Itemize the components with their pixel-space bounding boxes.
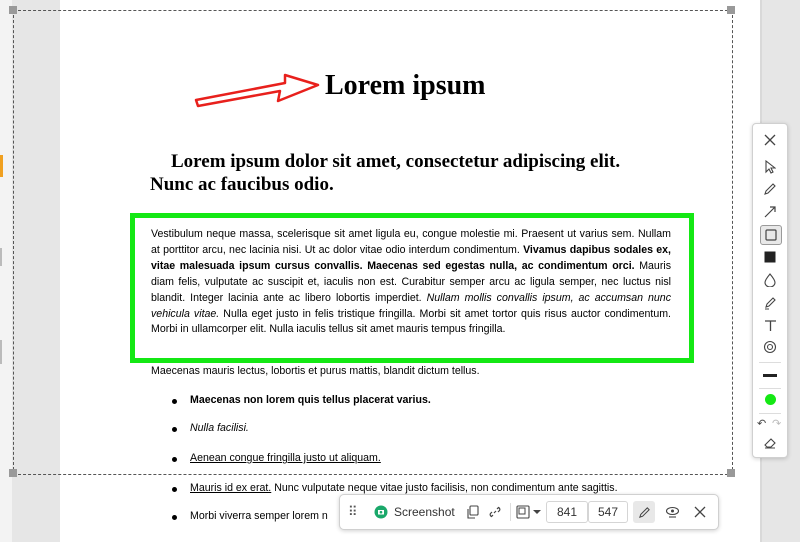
chevron-down-icon [533,509,541,515]
resize-handle[interactable] [9,469,17,477]
edit-pen-button[interactable] [633,501,655,523]
paragraph-text: Mauris diam felis, vulputate ac suscipit et, iaculis non est. Curabitur semper arcu ac ligula semper, nec luctus nisl blandit. Integer lacinia ante ac libero lobortis imperdiet. [151,259,672,304]
screenshot-label: Screenshot [394,505,455,519]
width-input[interactable]: 841 [546,501,588,523]
capture-selection[interactable] [13,10,733,475]
list-item-text [190,482,618,494]
eraser-icon[interactable] [760,434,780,452]
resize-mode-icon [516,505,530,519]
resize-mode-dropdown[interactable] [516,495,541,529]
document-title: Lorem ipsum [325,70,486,101]
screenshot-icon [374,505,388,519]
capture-toolbar [339,494,719,530]
left-panel-strip [0,0,12,542]
left-panel-marker [0,155,3,177]
link-icon[interactable] [488,495,502,529]
pin-icon[interactable] [665,495,680,529]
list-item-rest: Nunc vulputate neque vitae justo facilisis, non condimentum ante sagittis. [271,482,618,494]
arrow-tool-icon[interactable] [760,203,780,221]
pen-icon [638,506,651,519]
copy-icon[interactable] [466,495,480,529]
bullet-dot [172,515,177,520]
list-item-text: Maecenas non lorem quis tellus placerat varius. [190,394,431,406]
text-icon[interactable] [760,316,780,334]
pen-icon[interactable] [760,180,780,198]
undo-icon[interactable]: ↶ [757,418,767,430]
marker-icon[interactable] [760,294,780,312]
list-item-text: Morbi viverra semper lorem n [190,510,328,522]
redo-icon[interactable]: ↷ [772,418,782,430]
bullet-dot [172,487,177,492]
left-panel-marker [0,248,2,266]
resize-handle[interactable] [727,469,735,477]
sticker-icon[interactable] [760,338,780,356]
height-input[interactable]: 547 [588,501,628,523]
line-width-icon[interactable] [760,366,780,384]
left-panel-marker [0,340,2,364]
resize-handle[interactable] [727,6,735,14]
list-item-text: Nulla facilisi. [190,422,249,434]
select-icon[interactable] [760,158,780,176]
annotation-toolbar [752,123,788,458]
filled-rectangle-icon[interactable] [760,248,780,266]
close-icon[interactable] [694,495,706,529]
resize-handle[interactable] [9,6,17,14]
list-item-text: Aenean congue fringilla justo ut aliquam. [190,452,381,464]
paragraph-bold-text: Vivamus dapibus sodales ex, vitae malesuada ipsum cursus convallis. Maecenas sed egestas nulla, ac condimentum orci. [151,243,671,272]
paragraph-text: Vestibulum neque massa, scelerisque sit amet ligula eu, congue molestie mi. Praesent ut varius sem. Nullam at porttitor arcu, nec lacinia nisi. Ut ac dolor vitae odio interdum condimentum. [151,228,671,256]
color-swatch-icon[interactable] [760,390,780,408]
close-icon[interactable] [760,131,780,149]
list-item-link[interactable]: Mauris id ex erat. [190,482,272,494]
paragraph-text: Nulla eget justo in felis tristique fringilla. Morbi sit amet tortor quis risus auctor condimentum. Morbi in ullamcorper elit. Nulla iaculis tellus sit amet mauris tempus fringilla. [151,307,671,336]
second-paragraph: Maecenas mauris lectus, lobortis et purus mattis, blandit dictum tellus. [151,365,480,377]
drag-handle-icon[interactable]: ⠿ [348,504,358,519]
rectangle-icon[interactable] [760,225,782,245]
paragraph-italic-text: Nullam mollis convallis ipsum, ac accumsan nunc vehicula vitae. [151,291,671,320]
screenshot-button[interactable] [374,495,455,529]
document-heading: Lorem ipsum dolor sit amet, consectetur adipiscing elit. Nunc ac faucibus odio. [150,151,621,195]
blur-icon[interactable] [760,271,780,289]
